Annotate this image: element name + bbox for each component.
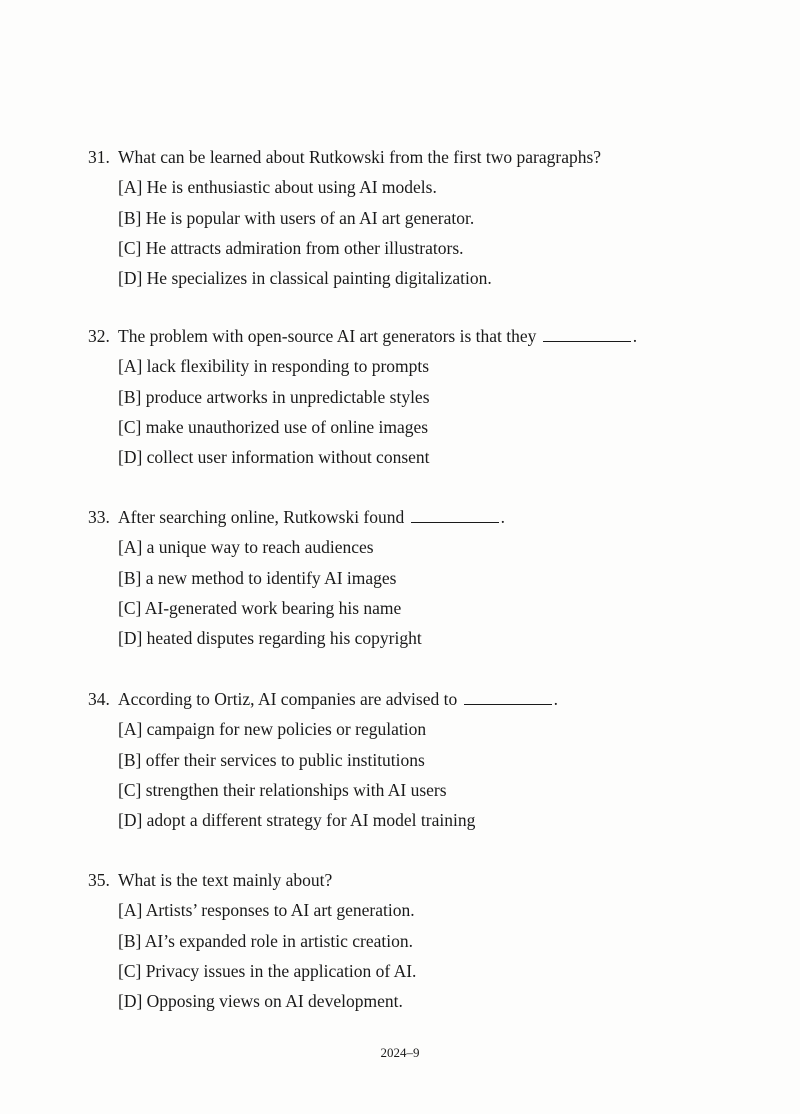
option-b: [B] AI’s expanded role in artistic creation. [118,930,413,951]
question-number: 35. [88,870,110,890]
option-c: [C] strengthen their relationships with AI users [118,779,447,800]
option-d: [D] He specializes in classical painting digitalization. [118,268,492,289]
stem-end-punctuation: . [553,689,558,709]
option-a: [A] campaign for new policies or regulation [118,719,427,740]
stem-end-punctuation: . [632,326,638,346]
question-31 [88,146,728,289]
option-b: [B] He is popular with users of an AI art generator. [118,207,475,228]
question-number: 33. [88,507,110,527]
question-text: After searching online, Rutkowski found [118,507,405,527]
question-35 [88,869,728,1012]
question-number: 31. [88,147,110,167]
question-33 [88,506,728,649]
option-d: [D] heated disputes regarding his copyright [118,628,422,649]
answer-blank [464,689,552,705]
answer-blank [411,507,499,523]
question-text: What can be learned about Rutkowski from the first two paragraphs? [118,147,602,167]
option-d: [D] Opposing views on AI development. [118,991,403,1012]
option-c: [C] AI-generated work bearing his name [118,597,402,618]
answer-blank [543,326,631,342]
option-list [118,718,728,831]
question-text: The problem with open-source AI art generators is that they [118,326,537,346]
option-d: [D] adopt a different strategy for AI model training [118,810,476,831]
option-b: [B] produce artworks in unpredictable styles [118,386,430,407]
question-stem [88,146,728,168]
option-a: [A] Artists’ responses to AI art generation. [118,900,415,921]
option-d: [D] collect user information without consent [118,447,430,468]
option-b: [B] offer their services to public institutions [118,749,425,770]
option-a: [A] lack flexibility in responding to prompts [118,356,430,377]
option-c: [C] make unauthorized use of online images [118,416,429,437]
question-text: According to Ortiz, AI companies are advised to [118,689,458,709]
question-stem [88,869,728,891]
question-32 [88,325,728,468]
stem-end-punctuation: . [500,507,506,527]
question-stem [88,506,728,528]
question-34 [88,688,728,831]
option-a: [A] He is enthusiastic about using AI models. [118,177,437,198]
question-stem [88,325,728,347]
question-number: 34. [88,689,110,709]
option-c: [C] He attracts admiration from other illustrators. [118,237,464,258]
option-list [118,176,728,289]
option-list [118,536,728,649]
question-number: 32. [88,326,110,346]
option-a: [A] a unique way to reach audiences [118,537,374,558]
question-stem [88,688,728,710]
option-c: [C] Privacy issues in the application of AI. [118,960,417,981]
option-b: [B] a new method to identify AI images [118,567,397,588]
page-footer-code: 2024–9 [380,1045,420,1060]
option-list [118,899,728,1012]
option-list [118,355,728,468]
question-text: What is the text mainly about? [118,870,333,890]
